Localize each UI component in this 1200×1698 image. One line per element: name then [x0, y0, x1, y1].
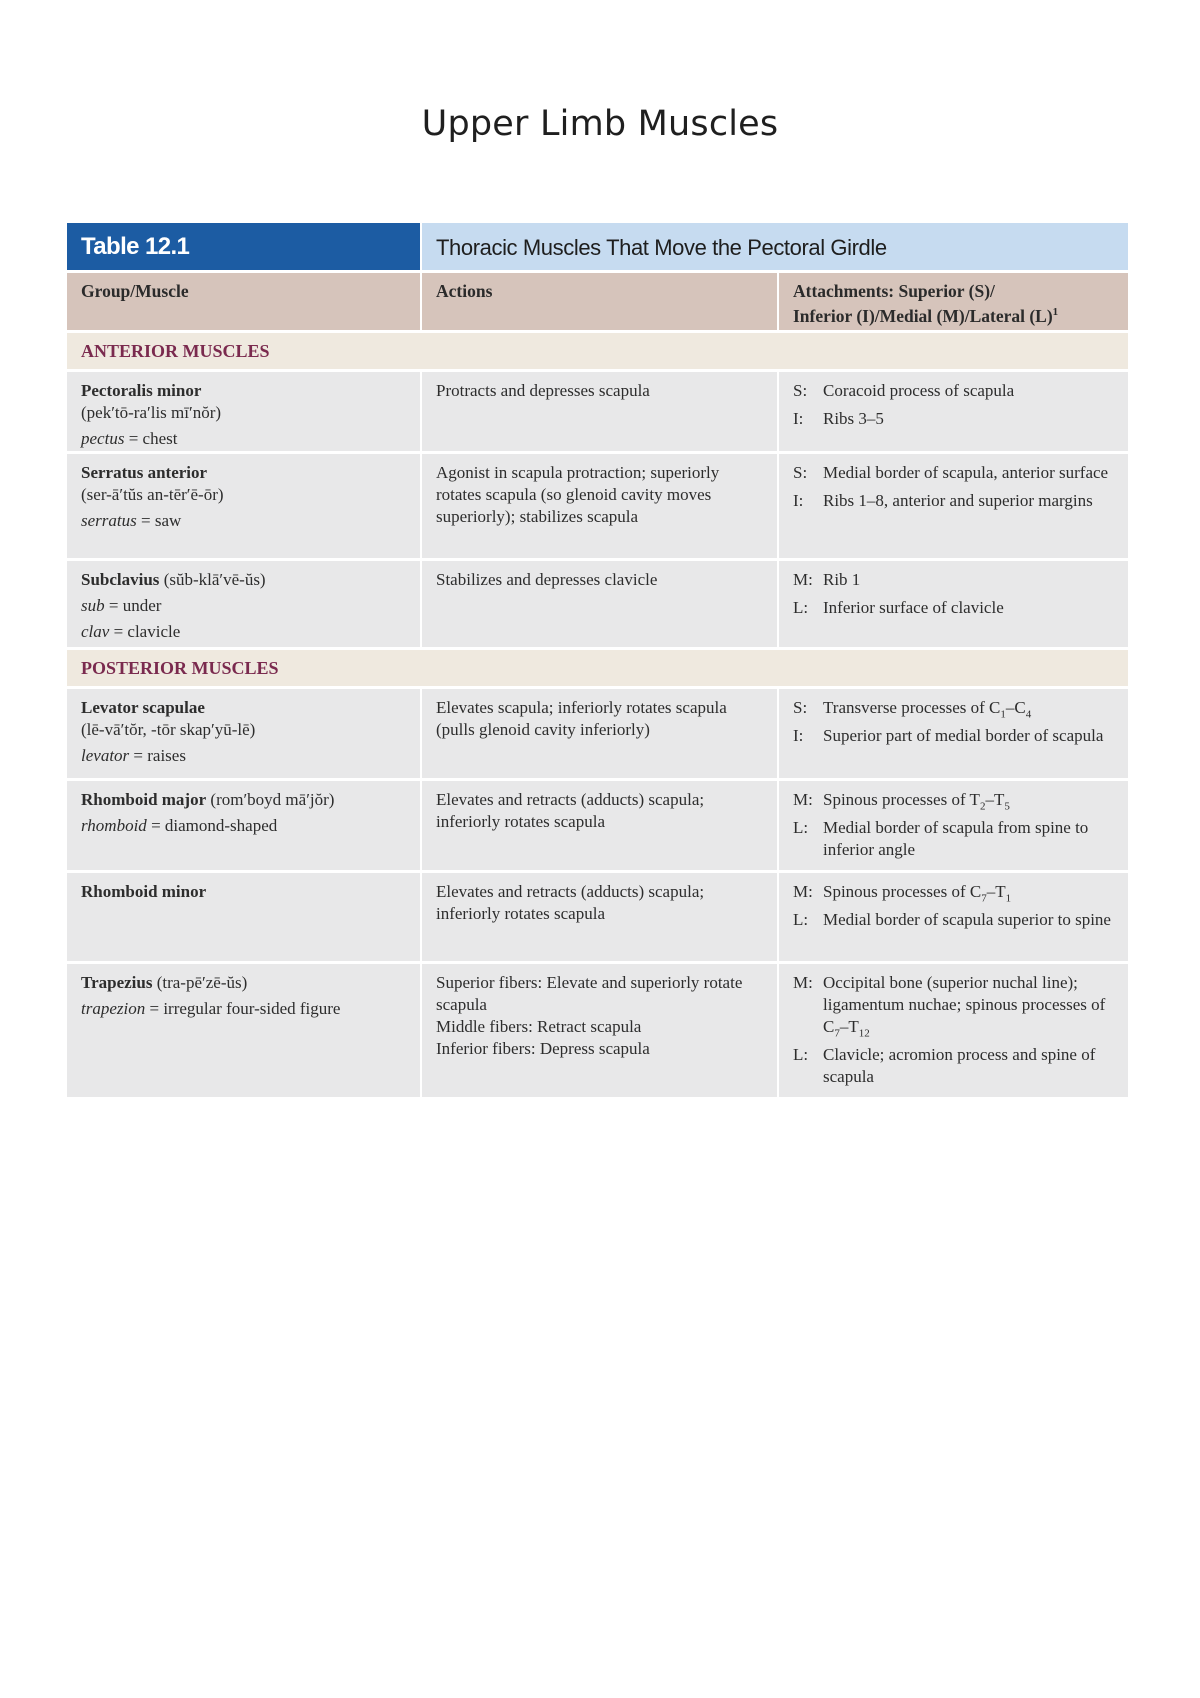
table-row — [67, 781, 1128, 870]
table-title-row — [67, 223, 1128, 270]
table-header-row — [67, 273, 1128, 330]
muscle-cell: Levator scapulae (lē-vā′tŏr, -tōr skap′yū-lē) levator = raises — [67, 689, 420, 778]
column-header-group: Group/Muscle — [67, 273, 420, 330]
table-row — [67, 561, 1128, 647]
actions-cell: Elevates and retracts (adducts) scapula; inferiorly rotates scapula — [422, 781, 777, 870]
table-number: Table 12.1 — [67, 223, 420, 270]
muscle-cell: Serratus anterior (ser-ā′tŭs an-tēr′ē-ōr) serratus = saw — [67, 454, 420, 558]
muscle-cell: Rhomboid minor — [67, 873, 420, 961]
attachments-cell: S: Coracoid process of scapula I: Ribs 3–5 — [779, 372, 1128, 451]
muscle-cell: Trapezius (tra-pē′zē-ŭs) trapezion = irregular four-sided figure — [67, 964, 420, 1097]
section-posterior-muscles: POSTERIOR MUSCLES — [67, 650, 1128, 686]
attachments-cell: M: Rib 1 L: Inferior surface of clavicle — [779, 561, 1128, 647]
table-row — [67, 873, 1128, 961]
footnote-marker: 1 — [1052, 306, 1059, 319]
page-title: Upper Limb Muscles — [421, 104, 779, 144]
column-header-attachments: Attachments: Superior (S)/ Inferior (I)/Medial (M)/Lateral $(L)^1$ — [779, 273, 1128, 330]
actions-cell: Protracts and depresses scapula — [422, 372, 777, 451]
muscle-cell: Subclavius (sŭb-klā′vē-ŭs) sub = under clav = clavicle — [67, 561, 420, 647]
attachments-cell: M: Occipital bone (superior nuchal line); ligamentum nuchae; spinous processes of $C_7-T_{12}$ L: Clavicle; acromion process and spine of scapula — [779, 964, 1128, 1097]
actions-cell: Agonist in scapula protraction; superiorly rotates scapula (so glenoid cavity moves superiorly); stabilizes scapula — [422, 454, 777, 558]
column-header-actions: Actions — [422, 273, 777, 330]
actions-cell: Elevates and retracts (adducts) scapula; inferiorly rotates scapula — [422, 873, 777, 961]
attachments-cell: M: Spinous processes of $C_7-T_1$ L: Medial border of scapula superior to spine — [779, 873, 1128, 961]
muscle-cell: Pectoralis minor (pek′tō-ra′lis mī′nŏr) pectus = chest — [67, 372, 420, 451]
actions-cell: Stabilizes and depresses clavicle — [422, 561, 777, 647]
actions-cell: Superior fibers: Elevate and superiorly rotate scapula Middle fibers: Retract scapula Inferior fibers: Depress scapula — [422, 964, 777, 1097]
table-row — [67, 372, 1128, 451]
table-row — [67, 454, 1128, 558]
table-row — [67, 689, 1128, 778]
muscle-cell: Rhomboid major (rom′boyd mā′jŏr) rhomboid = diamond-shaped — [67, 781, 420, 870]
attachments-cell: S: Transverse processes of $C_1-C_4$ I: Superior part of medial border of scapula — [779, 689, 1128, 778]
attachments-cell: S: Medial border of scapula, anterior surface I: Ribs 1–8, anterior and superior margins — [779, 454, 1128, 558]
table-title: Thoracic Muscles That Move the Pectoral Girdle — [422, 223, 1128, 270]
section-anterior-muscles: ANTERIOR MUSCLES — [67, 333, 1128, 369]
muscle-table — [67, 223, 1128, 1097]
table-row — [67, 964, 1128, 1097]
actions-cell: Elevates scapula; inferiorly rotates scapula (pulls glenoid cavity inferiorly) — [422, 689, 777, 778]
attachments-cell: M: Spinous processes of $T_2-T_5$ L: Medial border of scapula from spine to inferior angle — [779, 781, 1128, 870]
